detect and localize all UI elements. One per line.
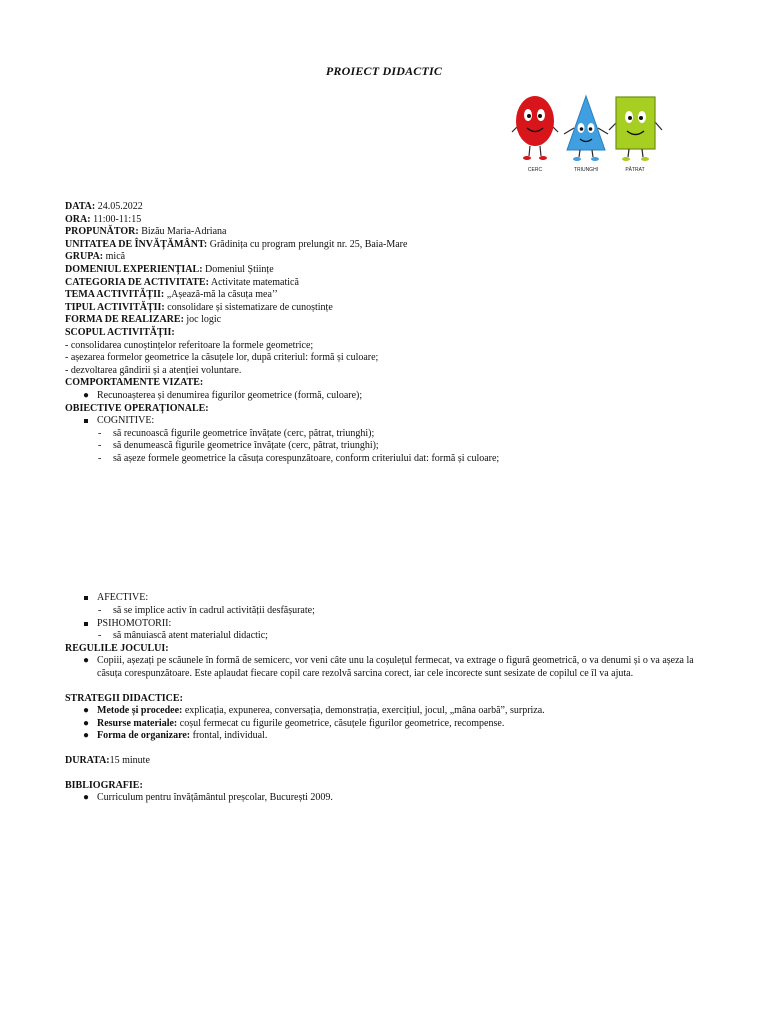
field-data: DATA: 24.05.2022 [65,201,143,212]
square-bullet-icon [84,419,88,423]
field-durata: DURATA:15 minute [65,755,150,766]
section-heading-comportamente: COMPORTAMENTE VIZATE: [65,377,204,389]
geometric-shapes-illustration [508,84,663,176]
list-item: ● Recunoașterea și denumirea figurilor geometrice (formă, culoare); [83,389,363,401]
list-item: ● Metode și procedee: explicația, expunerea, conversația, demonstrația, exercițiul, jocul, „mâna oarbă”, surpriza. [83,705,545,717]
section-heading-bibliografie: BIBLIOGRAFIE: [65,779,143,791]
triangle-character-icon [564,96,608,161]
circle-character-icon [512,96,558,160]
bullet-icon: ● [83,705,90,717]
bullet-icon: ● [83,655,90,667]
bullet-icon: ● [83,717,90,729]
field-grupa: GRUPA: mică [65,251,126,263]
dash-bullet-icon: - [98,452,102,464]
list-item: PSIHOMOTORII: [65,618,715,631]
blank-space [65,743,715,755]
list-item: COGNITIVE: [65,415,715,428]
list-item: ● Curriculum pentru învățământul preșcolar, București 2009. [83,792,333,804]
list-item: - să se implice activ în cadrul activității desfășurate; [98,605,315,617]
list-item: ● Forma de organizare: frontal, individual. [83,730,268,742]
field-ora: ORA: 11:00-11:15 [65,213,142,225]
section-heading-scop: SCOPUL ACTIVITĂȚII: [65,326,175,338]
illustration-label-patrat: PĂTRAT [625,167,645,173]
scop-item: - dezvoltarea gândirii și a atenției voluntare. [65,364,242,376]
scop-item: - consolidarea cunoștințelor referitoare la formele geometrice; [65,339,314,351]
dash-bullet-icon: - [98,427,102,439]
list-item: - să denumească figurile geometrice învățate (cerc, pătrat, triunghi); [98,440,379,452]
field-propunator: PROPUNĂTOR: Bizău Maria-Adriana [65,226,227,238]
document-title: PROIECT DIDACTIC [325,64,443,78]
bullet-icon: ● [83,389,90,401]
square-bullet-icon [84,596,88,600]
bullet-icon: ● [83,792,90,804]
blank-space [65,768,715,780]
list-item: ● Resurse materiale: coșul fermecat cu figurile geometrice, căsuțele figurilor geometrice, recompense. [83,717,505,729]
blank-space [65,465,715,592]
section-heading-obiective: OBIECTIVE OPERAȚIONALE: [65,402,209,414]
illustration-label-cerc: CERC [527,167,543,173]
list-item: - să mânuiască atent materialul didactic; [98,630,268,642]
field-tipul: TIPUL ACTIVITĂȚII: consolidare și sistematizare de cunoștințe [65,301,333,313]
field-unitatea: UNITATEA DE ÎNVĂȚĂMÂNT: Grădinița cu program prelungit nr. 25, Baia-Mare [65,238,408,250]
field-forma: FORMA DE REALIZARE: joc logic [65,314,222,326]
list-item: - să recunoască figurile geometrice învățate (cerc, pătrat, triunghi); [98,427,375,439]
list-item: AFECTIVE: [65,592,715,605]
dash-bullet-icon: - [98,605,102,617]
section-heading-reguli: REGULILE JOCULUI: [65,642,169,654]
field-tema: TEMA ACTIVITĂȚII: „Așează-mă la căsuța mea’’ [65,289,278,301]
dash-bullet-icon: - [98,440,102,452]
section-heading-strategii: STRATEGII DIDACTICE: [65,692,183,704]
square-character-icon [609,97,662,161]
field-domeniul: DOMENIUL EXPERIENȚIAL: Domeniul Științe [65,263,274,275]
illustration-label-triunghi: TRIUNGHI [573,167,599,173]
blank-space [65,681,715,693]
document-body [65,201,715,805]
field-categoria: CATEGORIA DE ACTIVITATE: Activitate matematică [65,276,299,288]
square-bullet-icon [84,622,88,626]
list-item: - să așeze formele geometrice la căsuța corespunzătoare, conform criteriului dat: formă și culoare; [98,452,500,464]
dash-bullet-icon: - [98,630,102,642]
bullet-icon: ● [83,730,90,742]
scop-item: - așezarea formelor geometrice la căsuțele lor, după criteriul: formă și culoare; [65,352,379,364]
list-item: ● Copiii, așezați pe scăunele în formă de semicerc, vor veni câte unu la coșulețul fermecat, va extrage o figură geometrică, o va denumi și o va așeza la căsuța corespunzătoare. Este aplaudat fiecare copil care rezolvă sarcina corect, iar cele incorecte sunt sesizate de copilul ce îl va ajuta. [83,655,694,680]
